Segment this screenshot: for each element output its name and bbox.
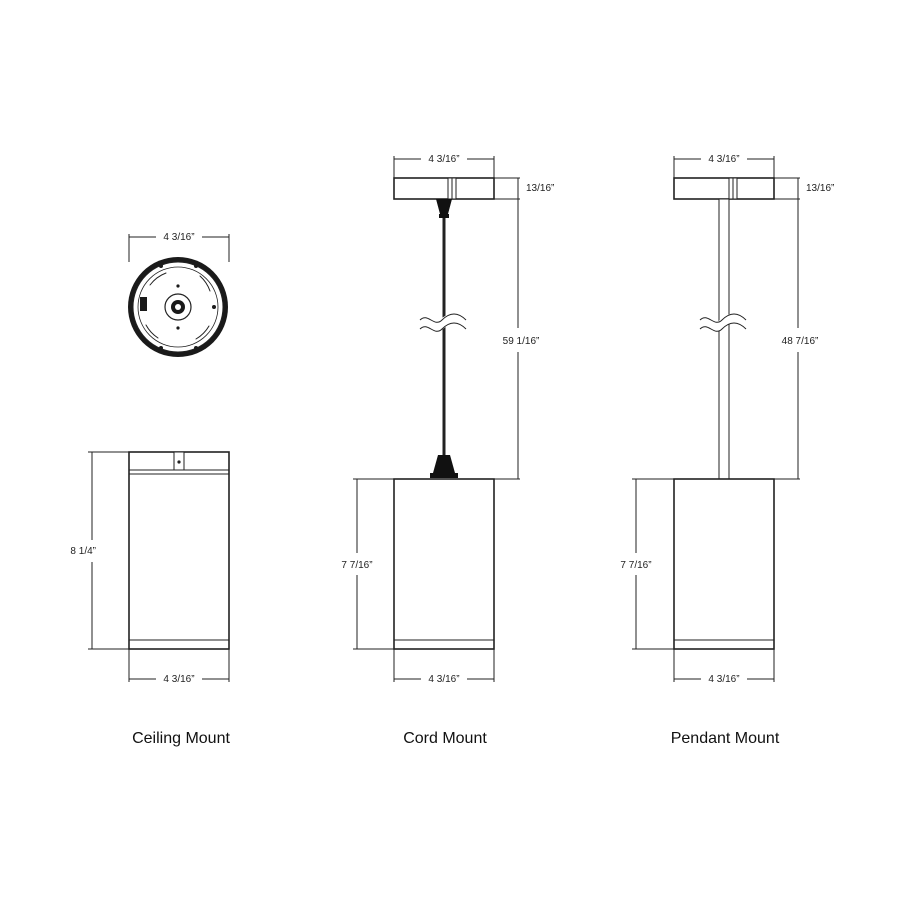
ceiling-mount-top-view [128,257,228,357]
ceiling-mount-caption: Ceiling Mount [132,730,230,747]
pendant-suspension-length-dimension [729,199,818,479]
ceiling-height-label: 8 1/4” [70,546,96,557]
pendant-mount-caption: Pendant Mount [670,730,780,747]
cord-mount-caption: Cord Mount [403,730,487,747]
pendant-canopy-height-dimension [774,178,834,199]
ceiling-top-width-label: 4 3/16” [163,232,195,243]
cord-body-height-dimension [341,479,394,649]
cord-mount-figure [341,154,554,747]
cord-canopy-height-dimension [494,178,554,199]
pendant-body-height-label: 7 7/16” [620,560,652,571]
pendant-suspension-length-label: 48 7/16” [781,336,819,347]
pendant-canopy-width-dimension [674,154,774,178]
ceiling-height-dimension [70,452,129,649]
pendant-stem [700,199,746,479]
cord-canopy-width-label: 4 3/16” [428,154,460,165]
pendant-mount-figure [620,154,834,747]
cord-bottom-width-dimension [394,649,494,685]
pendant-body-height-dimension [620,479,674,649]
pendant-body [674,479,774,649]
pendant-canopy-height-label: 13/16” [806,183,835,194]
ceiling-mount-figure [70,232,230,747]
ceiling-bottom-width-label: 4 3/16” [163,674,195,685]
pendant-bottom-width-dimension [674,649,774,685]
pendant-canopy [674,178,774,199]
cord-suspension-length-dimension [458,199,539,479]
ceiling-bottom-width-dimension [129,649,229,685]
cord-canopy [394,178,494,199]
cord-body-height-label: 7 7/16” [341,560,373,571]
pendant-canopy-width-label: 4 3/16” [708,154,740,165]
cord-canopy-height-label: 13/16” [526,183,555,194]
cord-suspension [420,199,466,478]
ceiling-mount-side-view [129,452,229,649]
cord-canopy-width-dimension [394,154,494,178]
cord-bottom-width-label: 4 3/16” [428,674,460,685]
cord-suspension-length-label: 59 1/16” [502,336,540,347]
cord-body [394,479,494,649]
pendant-bottom-width-label: 4 3/16” [708,674,740,685]
